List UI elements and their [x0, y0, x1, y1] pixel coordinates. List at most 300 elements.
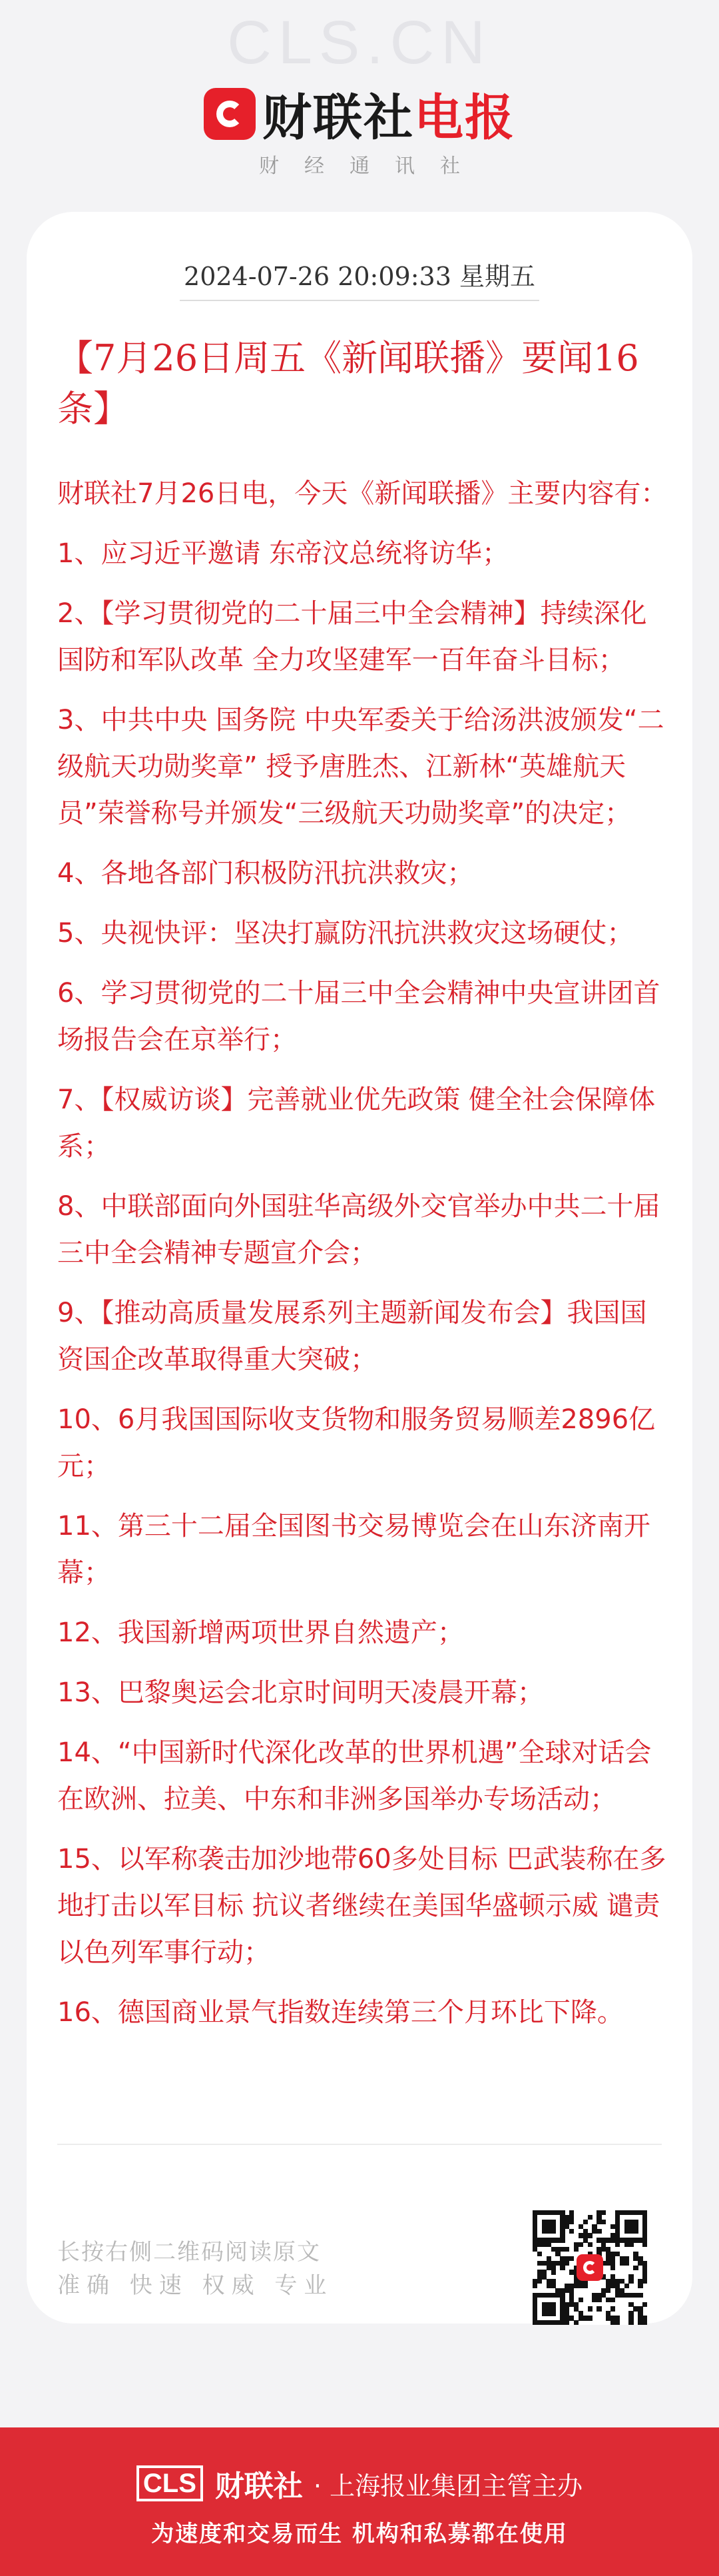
qr-module — [569, 2229, 574, 2234]
qr-module — [633, 2224, 638, 2229]
news-item: 4、各地各部门积极防汛抗洪救灾； — [57, 858, 474, 889]
qr-module — [565, 2261, 569, 2266]
news-item: 14、“中国新时代深化改革的世界机遇”全球对话会在欧洲、拉美、中东和非洲多国举办专场活动； — [57, 1737, 652, 1815]
qr-module — [533, 2242, 537, 2247]
qr-module — [555, 2252, 560, 2256]
qr-module — [597, 2220, 601, 2224]
qr-module — [569, 2284, 574, 2288]
qr-logo-c-shape — [583, 2261, 597, 2274]
news-item: 3、中共中央 国务院 中央军委关于给汤洪波颁发“二级航天功勋奖章” 授予唐胜杰、江新林“英雄航天员”荣誉称号并颁发“三级航天功勋奖章”的决定； — [57, 705, 664, 829]
qr-module — [592, 2293, 597, 2298]
qr-module — [615, 2316, 620, 2320]
qr-module — [551, 2266, 556, 2270]
qr-module — [601, 2242, 606, 2247]
qr-module — [615, 2229, 620, 2234]
news-item: 12、我国新增两项世界自然遗产； — [57, 1617, 464, 1648]
qr-module — [565, 2220, 569, 2224]
qr-module — [638, 2210, 642, 2215]
qr-module — [537, 2252, 542, 2256]
cls-logo-c-shape — [216, 101, 243, 127]
qr-module — [560, 2229, 565, 2234]
qr-module — [601, 2220, 606, 2224]
qr-module — [533, 2215, 537, 2220]
qr-module — [560, 2306, 565, 2311]
qr-module — [642, 2279, 647, 2284]
qr-module — [628, 2293, 633, 2298]
qr-module — [579, 2284, 583, 2288]
qr-module — [633, 2293, 638, 2298]
qr-module — [624, 2229, 629, 2234]
qr-module — [533, 2311, 537, 2316]
qr-module — [569, 2293, 574, 2298]
qr-module — [583, 2284, 588, 2288]
qr-module — [560, 2288, 565, 2293]
qr-module — [620, 2210, 624, 2215]
qr-module — [638, 2256, 642, 2261]
qr-module — [628, 2311, 633, 2316]
bottom-banner — [0, 2427, 719, 2576]
qr-module — [615, 2293, 620, 2298]
qr-module — [547, 2224, 551, 2229]
qr-module — [592, 2224, 597, 2229]
qr-module — [642, 2266, 647, 2270]
qr-module — [606, 2298, 610, 2302]
news-item: 7、【权威访谈】完善就业优先政策 健全社会保障体系； — [57, 1084, 656, 1162]
qr-module — [601, 2247, 606, 2252]
qr-module — [533, 2316, 537, 2320]
qr-module — [620, 2293, 624, 2298]
qr-module — [574, 2320, 579, 2325]
bottom-banner-brand: 财联社 — [214, 2469, 303, 2503]
qr-module — [628, 2242, 633, 2247]
qr-module — [533, 2298, 537, 2302]
qr-module — [579, 2242, 583, 2247]
qr-module — [533, 2302, 537, 2307]
qr-module — [560, 2261, 565, 2266]
article-card — [27, 212, 692, 2324]
qr-module — [537, 2279, 542, 2284]
qr-module — [610, 2224, 615, 2229]
qr-module — [555, 2247, 560, 2252]
article-datetime: 2024-07-26 20:09:33 星期五 — [184, 262, 535, 291]
news-item: 9、【推动高质量发展系列主题新闻发布会】我国国资国企改革取得重大突破； — [57, 1298, 647, 1375]
qr-logo-icon — [577, 2254, 603, 2281]
qr-module — [597, 2298, 601, 2302]
qr-module — [633, 2229, 638, 2234]
qr-module — [615, 2288, 620, 2293]
qr-module — [606, 2288, 610, 2293]
qr-module — [628, 2224, 633, 2229]
qr-module — [560, 2210, 565, 2215]
qr-module — [551, 2220, 556, 2224]
qr-module — [638, 2284, 642, 2288]
qr-module — [597, 2247, 601, 2252]
qr-module — [555, 2210, 560, 2215]
qr-module — [633, 2306, 638, 2311]
qr-module — [542, 2274, 547, 2279]
qr-module — [615, 2233, 620, 2238]
qr-module — [551, 2306, 556, 2311]
qr-module — [633, 2256, 638, 2261]
qr-module — [565, 2311, 569, 2316]
qr-module — [555, 2293, 560, 2298]
datetime-divider — [180, 300, 539, 301]
qr-module — [542, 2311, 547, 2316]
qr-module — [560, 2316, 565, 2320]
qr-module — [574, 2242, 579, 2247]
article-intro: 财联社7月26日电，今天《新闻联播》主要内容有： — [57, 478, 668, 509]
qr-module — [537, 2238, 542, 2242]
news-item: 2、【学习贯彻党的二十届三中全会精神】持续深化国防和军队改革 全力攻坚建军一百年奋斗目标； — [57, 598, 647, 675]
qr-module — [638, 2238, 642, 2242]
qr-module — [542, 2242, 547, 2247]
qr-module — [555, 2288, 560, 2293]
qr-module — [610, 2284, 615, 2288]
qr-module — [551, 2293, 556, 2298]
qr-code[interactable] — [533, 2210, 647, 2325]
qr-module — [642, 2274, 647, 2279]
qr-module — [642, 2302, 647, 2307]
qr-module — [642, 2270, 647, 2274]
qr-module — [533, 2284, 537, 2288]
article-body — [57, 470, 670, 2049]
qr-module — [579, 2233, 583, 2238]
qr-module — [560, 2247, 565, 2252]
qr-module — [542, 2220, 547, 2224]
qr-module — [597, 2215, 601, 2220]
qr-module — [601, 2210, 606, 2215]
qr-module — [606, 2316, 610, 2320]
qr-module — [551, 2210, 556, 2215]
qr-hint-text: 长按右侧二维码阅读原文 — [57, 2239, 321, 2266]
qr-module — [542, 2270, 547, 2274]
qr-module — [642, 2210, 647, 2215]
qr-module — [610, 2233, 615, 2238]
qr-module — [560, 2302, 565, 2307]
qr-module — [610, 2252, 615, 2256]
qr-module — [601, 2293, 606, 2298]
qr-module — [606, 2279, 610, 2284]
qr-module — [610, 2256, 615, 2261]
news-item: 6、学习贯彻党的二十届三中全会精神中央宣讲团首场报告会在京举行； — [57, 978, 660, 1055]
tagline-text: 准确 快速 权威 专业 — [57, 2272, 334, 2299]
article-headline: 【7月26日周五《新闻联播》要闻16条】 — [57, 337, 639, 430]
qr-module — [533, 2224, 537, 2229]
qr-module — [565, 2320, 569, 2325]
qr-module — [542, 2261, 547, 2266]
qr-module — [624, 2261, 629, 2266]
qr-module — [610, 2320, 615, 2325]
qr-module — [588, 2215, 593, 2220]
qr-module — [560, 2256, 565, 2261]
qr-module — [547, 2242, 551, 2247]
qr-module — [638, 2279, 642, 2284]
qr-module — [560, 2224, 565, 2229]
qr-module — [597, 2238, 601, 2242]
qr-module — [633, 2210, 638, 2215]
qr-module — [638, 2306, 642, 2311]
news-item: 10、6月我国国际收支货物和服务贸易顺差2896亿元； — [57, 1404, 656, 1482]
qr-module — [624, 2256, 629, 2261]
qr-module — [583, 2229, 588, 2234]
qr-module — [569, 2215, 574, 2220]
qr-module — [615, 2210, 620, 2215]
qr-module — [597, 2210, 601, 2215]
qr-module — [633, 2220, 638, 2224]
qr-module — [533, 2293, 537, 2298]
qr-module — [560, 2233, 565, 2238]
qr-module — [610, 2261, 615, 2266]
brand-subtitle: 财经通讯社 — [259, 155, 485, 178]
qr-module — [551, 2320, 556, 2325]
qr-module — [560, 2298, 565, 2302]
qr-module — [615, 2242, 620, 2247]
qr-module — [565, 2306, 569, 2311]
qr-module — [606, 2261, 610, 2266]
qr-module — [537, 2293, 542, 2298]
news-item: 15、以军称袭击加沙地带60多处目标 巴武装称在多地打击以军目标 抗议者继续在美国华盛顿示威 谴责以色列军事行动； — [57, 1844, 666, 1968]
qr-module — [638, 2311, 642, 2316]
qr-module — [542, 2224, 547, 2229]
cls-watermark: CLS.CN — [227, 9, 492, 77]
qr-module — [628, 2229, 633, 2234]
qr-module — [547, 2293, 551, 2298]
qr-module — [597, 2293, 601, 2298]
qr-module — [533, 2279, 537, 2284]
cls-letters-logo: CLS — [136, 2465, 203, 2501]
qr-module — [565, 2215, 569, 2220]
qr-module — [565, 2256, 569, 2261]
qr-module — [633, 2252, 638, 2256]
qr-module — [642, 2316, 647, 2320]
qr-module — [569, 2220, 574, 2224]
qr-module — [606, 2256, 610, 2261]
qr-module — [547, 2238, 551, 2242]
qr-module — [569, 2270, 574, 2274]
qr-module — [537, 2270, 542, 2274]
qr-module — [620, 2238, 624, 2242]
qr-module — [606, 2252, 610, 2256]
qr-module — [588, 2306, 593, 2311]
qr-module — [638, 2316, 642, 2320]
qr-module — [583, 2233, 588, 2238]
news-item: 13、巴黎奥运会北京时间明天凌晨开幕； — [57, 1677, 544, 1708]
qr-module — [533, 2238, 537, 2242]
qr-module — [610, 2238, 615, 2242]
qr-module — [601, 2238, 606, 2242]
qr-module — [565, 2284, 569, 2288]
qr-module — [533, 2210, 537, 2215]
qr-module — [574, 2247, 579, 2252]
qr-module — [583, 2220, 588, 2224]
qr-module — [592, 2298, 597, 2302]
brand-name-telegraph: 电报 — [414, 89, 515, 147]
qr-module — [537, 2320, 542, 2325]
qr-module — [547, 2266, 551, 2270]
qr-module — [547, 2320, 551, 2325]
qr-module — [551, 2229, 556, 2234]
qr-module — [569, 2288, 574, 2293]
qr-module — [642, 2229, 647, 2234]
qr-module — [588, 2316, 593, 2320]
qr-module — [642, 2233, 647, 2238]
qr-module — [606, 2311, 610, 2316]
qr-module — [624, 2224, 629, 2229]
qr-module — [542, 2293, 547, 2298]
qr-module — [551, 2270, 556, 2274]
qr-module — [565, 2224, 569, 2229]
qr-module — [560, 2215, 565, 2220]
qr-module — [574, 2284, 579, 2288]
qr-module — [606, 2284, 610, 2288]
qr-module — [555, 2261, 560, 2266]
qr-module — [610, 2266, 615, 2270]
qr-module — [628, 2320, 633, 2325]
qr-module — [547, 2284, 551, 2288]
qr-module — [610, 2298, 615, 2302]
qr-module — [628, 2274, 633, 2279]
qr-module — [542, 2229, 547, 2234]
qr-module — [615, 2215, 620, 2220]
qr-module — [547, 2279, 551, 2284]
qr-module — [565, 2316, 569, 2320]
qr-module — [601, 2288, 606, 2293]
qr-module — [642, 2220, 647, 2224]
bottom-banner-org: · 上海报业集团主管主办 — [313, 2471, 583, 2501]
qr-module — [551, 2311, 556, 2316]
qr-module — [615, 2279, 620, 2284]
qr-module — [555, 2320, 560, 2325]
news-item: 8、中联部面向外国驻华高级外交官举办中共二十届三中全会精神专题宣介会； — [57, 1191, 660, 1268]
qr-module — [547, 2306, 551, 2311]
qr-module — [551, 2238, 556, 2242]
qr-module — [624, 2293, 629, 2298]
bottom-banner-slogan: 为速度和交易而生 机构和私募都在使用 — [151, 2521, 568, 2547]
qr-module — [579, 2316, 583, 2320]
qr-module — [620, 2261, 624, 2266]
qr-module — [633, 2266, 638, 2270]
qr-module — [620, 2256, 624, 2261]
qr-module — [642, 2320, 647, 2325]
qr-module — [592, 2229, 597, 2234]
qr-module — [583, 2238, 588, 2242]
qr-module — [597, 2229, 601, 2234]
qr-module — [537, 2242, 542, 2247]
qr-module — [642, 2242, 647, 2247]
qr-module — [588, 2242, 593, 2247]
qr-module — [547, 2210, 551, 2215]
qr-module — [537, 2210, 542, 2215]
qr-module — [624, 2238, 629, 2242]
qr-module — [533, 2320, 537, 2325]
qr-module — [624, 2220, 629, 2224]
qr-module — [555, 2238, 560, 2242]
qr-module — [533, 2229, 537, 2234]
qr-module — [537, 2261, 542, 2266]
qr-module — [615, 2320, 620, 2325]
qr-module — [606, 2247, 610, 2252]
qr-module — [628, 2316, 633, 2320]
brand-header — [0, 79, 719, 149]
qr-module — [642, 2261, 647, 2266]
qr-module — [642, 2238, 647, 2242]
qr-module — [615, 2220, 620, 2224]
qr-module — [560, 2311, 565, 2316]
qr-module — [610, 2316, 615, 2320]
qr-module — [588, 2233, 593, 2238]
qr-module — [624, 2242, 629, 2247]
qr-module — [628, 2279, 633, 2284]
qr-module — [638, 2261, 642, 2266]
qr-module — [560, 2293, 565, 2298]
qr-module — [560, 2238, 565, 2242]
qr-module — [542, 2320, 547, 2325]
qr-module — [579, 2224, 583, 2229]
qr-module — [638, 2320, 642, 2325]
qr-module — [620, 2279, 624, 2284]
qr-module — [542, 2306, 547, 2311]
qr-module — [615, 2238, 620, 2242]
qr-module — [547, 2311, 551, 2316]
cls-logo-icon — [204, 88, 256, 140]
qr-module — [547, 2302, 551, 2307]
qr-module — [551, 2261, 556, 2266]
qr-module — [560, 2266, 565, 2270]
qr-module — [569, 2298, 574, 2302]
qr-module — [565, 2302, 569, 2307]
qr-module — [537, 2274, 542, 2279]
qr-module — [615, 2224, 620, 2229]
qr-module — [547, 2261, 551, 2266]
qr-module — [624, 2210, 629, 2215]
qr-module — [542, 2210, 547, 2215]
qr-module — [551, 2247, 556, 2252]
qr-module — [542, 2302, 547, 2307]
qr-module — [569, 2302, 574, 2307]
qr-module — [610, 2279, 615, 2284]
qr-module — [533, 2306, 537, 2311]
qr-module — [547, 2220, 551, 2224]
news-item: 1、应习近平邀请 东帝汶总统将访华； — [57, 538, 509, 569]
brand-name: 财联社 — [262, 89, 414, 147]
bottom-banner-brand-line — [0, 2462, 719, 2505]
qr-module — [551, 2279, 556, 2284]
qr-module — [597, 2306, 601, 2311]
qr-module — [579, 2311, 583, 2316]
qr-module — [628, 2238, 633, 2242]
qr-module — [633, 2238, 638, 2242]
qr-module — [574, 2279, 579, 2284]
qr-module — [642, 2215, 647, 2220]
qr-module — [624, 2284, 629, 2288]
qr-module — [569, 2256, 574, 2261]
qr-module — [560, 2320, 565, 2325]
qr-module — [638, 2293, 642, 2298]
qr-module — [547, 2229, 551, 2234]
qr-module — [628, 2210, 633, 2215]
qr-module — [615, 2252, 620, 2256]
qr-module — [547, 2256, 551, 2261]
qr-module — [574, 2306, 579, 2311]
qr-module — [610, 2306, 615, 2311]
qr-module — [628, 2302, 633, 2307]
qr-module — [551, 2284, 556, 2288]
qr-module — [551, 2224, 556, 2229]
news-item: 11、第三十二届全国图书交易博览会在山东济南开幕； — [57, 1511, 650, 1588]
qr-module — [615, 2284, 620, 2288]
qr-module — [565, 2288, 569, 2293]
qr-module — [579, 2298, 583, 2302]
